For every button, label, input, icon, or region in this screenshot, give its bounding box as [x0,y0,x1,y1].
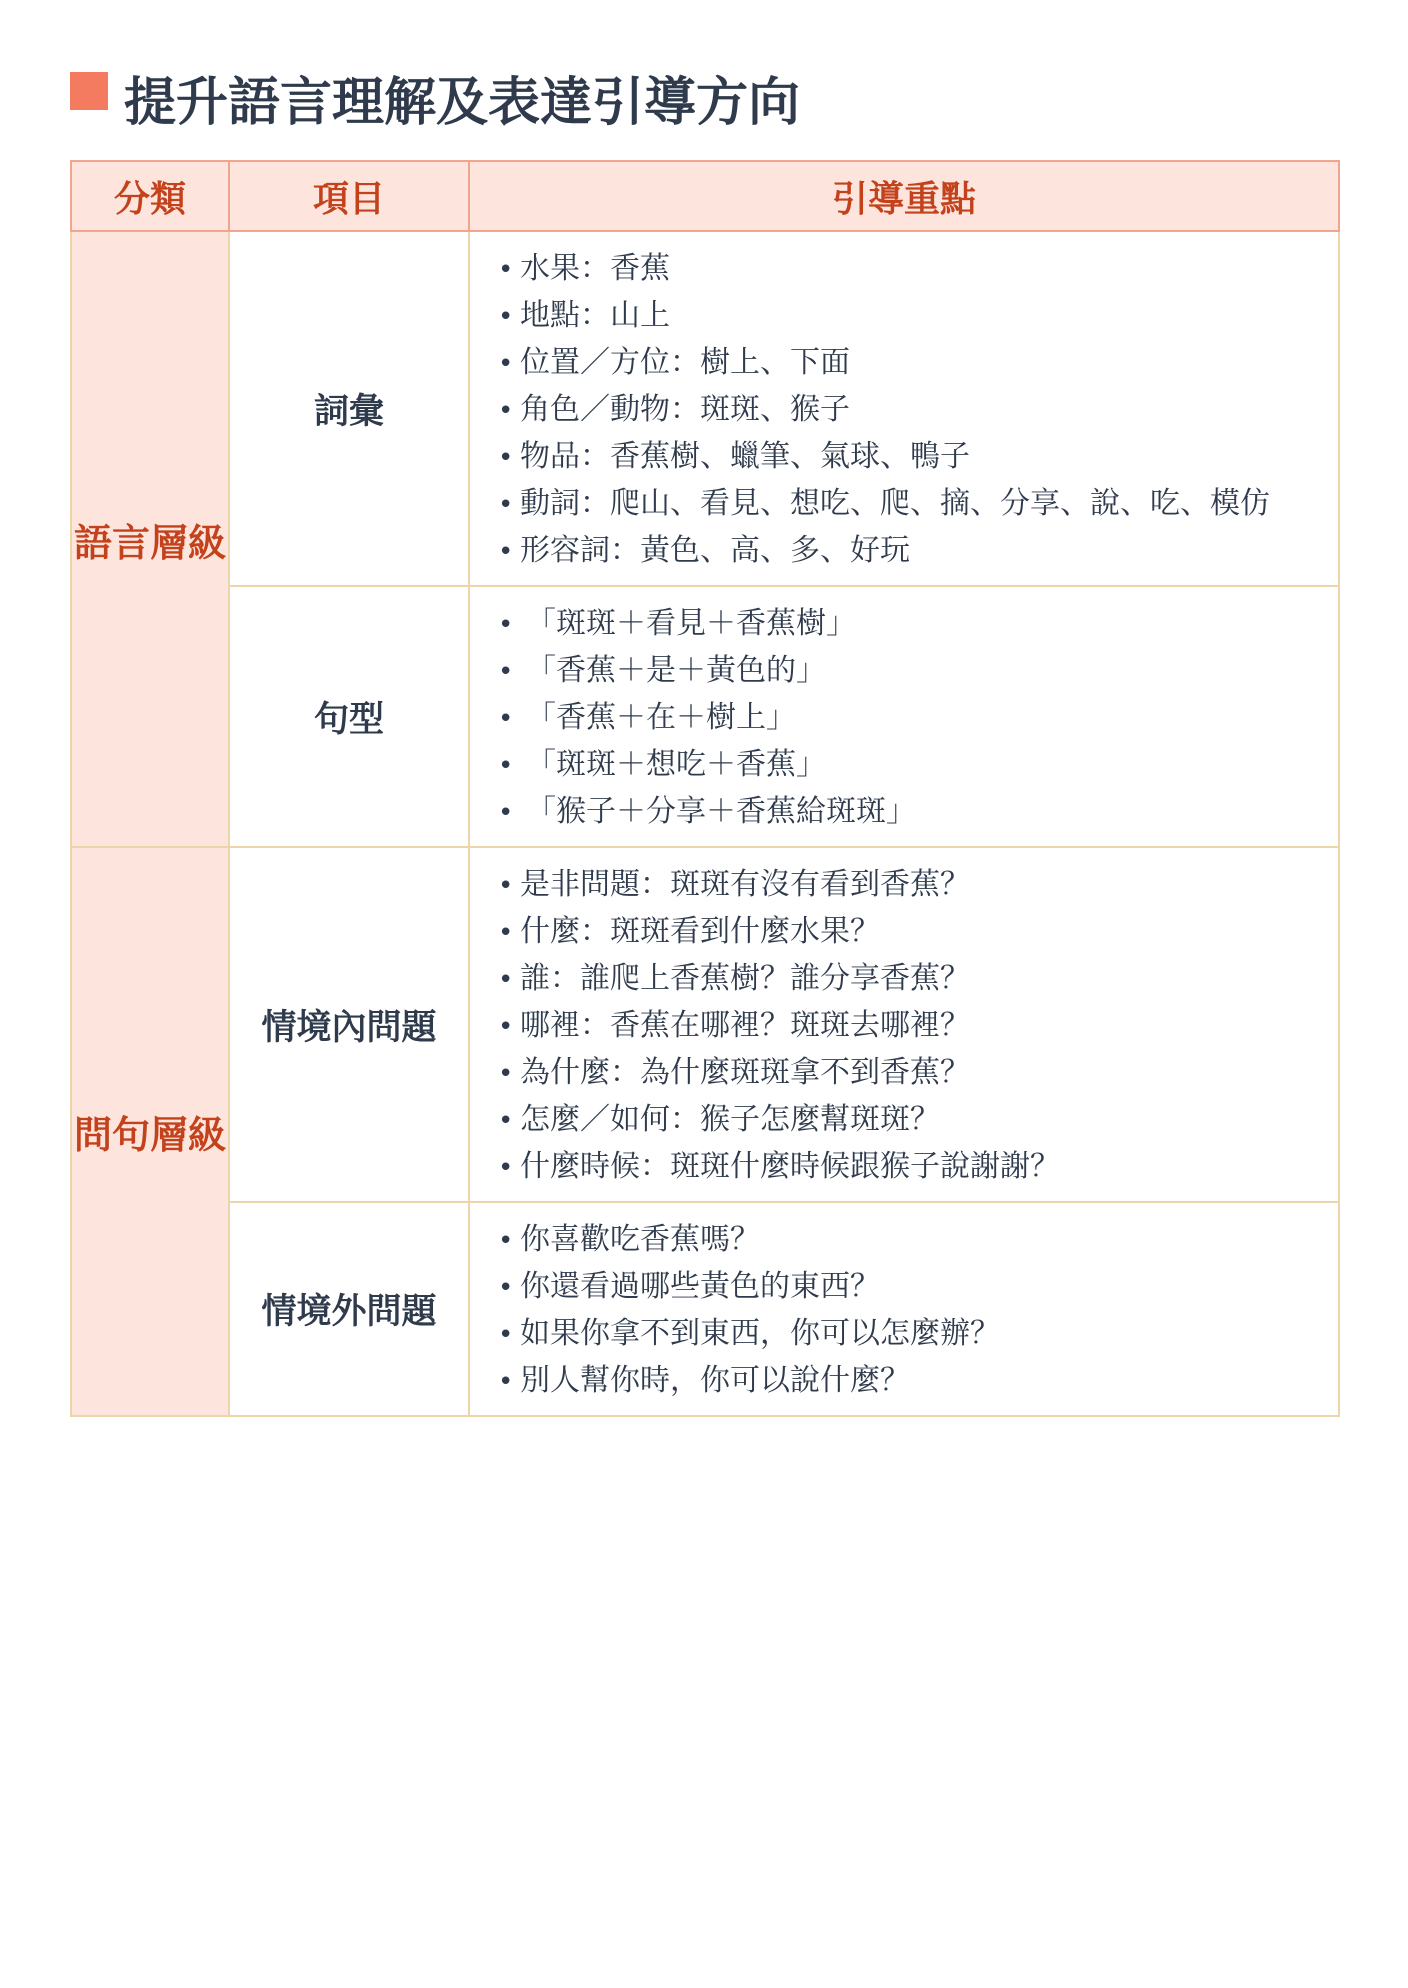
point-text: 地點：山上 [520,298,670,333]
header-points: 引導重點 [469,161,1339,231]
point-text: 「香蕉＋是＋黃色的」 [526,653,826,688]
point-text: 你還看過哪些黃色的東西？ [520,1269,880,1304]
category-language-level: 語言層級 [71,231,229,847]
item-in-context-questions: 情境內問題 [229,847,469,1202]
bullet-icon: • [498,537,514,567]
points-out-of-context-questions [469,1202,1339,1416]
list-item [498,1311,1338,1358]
bullet-icon: • [498,1106,514,1136]
list-item [498,742,1338,789]
list-item [498,528,1338,575]
points-vocabulary [469,231,1339,586]
table-row [71,847,1339,1202]
bullet-icon: • [498,1012,514,1042]
table-row [71,586,1339,847]
list-item [498,340,1338,387]
bullet-icon: • [498,751,514,781]
table-row [71,1202,1339,1416]
list-item [498,648,1338,695]
header-item: 項目 [229,161,469,231]
point-text: 「猴子＋分享＋香蕉給斑斑」 [526,794,916,829]
list-item [498,246,1338,293]
bullet-icon: • [498,1273,514,1303]
bullet-icon: • [498,490,514,520]
category-question-level: 問句層級 [71,847,229,1416]
list-item [498,956,1338,1003]
list-item [498,909,1338,956]
bullet-icon: • [498,396,514,426]
bullet-icon: • [498,610,514,640]
list-item [498,1003,1338,1050]
list-item [498,1144,1338,1191]
list-item [498,1097,1338,1144]
table-header-row [71,161,1339,231]
bullet-icon: • [498,1059,514,1089]
point-text: 「香蕉＋在＋樹上」 [526,700,796,735]
header-category: 分類 [71,161,229,231]
page-title: 提升語言理解及表達引導方向 [124,73,801,133]
list-item [498,387,1338,434]
bullet-icon: • [498,1320,514,1350]
points-sentence-pattern [469,586,1339,847]
list-item [498,1050,1338,1097]
point-text: 動詞：爬山、看見、想吃、爬、摘、分享、說、吃、模仿 [520,486,1270,521]
bullet-icon: • [498,798,514,828]
bullet-icon: • [498,302,514,332]
title-marker-square [70,72,108,110]
list-item [498,862,1338,909]
list-item [498,293,1338,340]
bullet-icon: • [498,871,514,901]
bullet-icon: • [498,255,514,285]
point-text: 什麼：斑斑看到什麼水果？ [520,914,880,949]
list-item [498,1358,1338,1405]
list-item [498,601,1338,648]
bullet-icon: • [498,657,514,687]
table-row [71,231,1339,586]
list-item [498,789,1338,836]
point-text: 什麼時候：斑斑什麼時候跟猴子說謝謝？ [520,1149,1060,1184]
list-item [498,1264,1338,1311]
point-text: 哪裡：香蕉在哪裡？斑斑去哪裡？ [520,1008,970,1043]
point-text: 為什麼：為什麼斑斑拿不到香蕉？ [520,1055,970,1090]
point-text: 「斑斑＋看見＋香蕉樹」 [526,606,856,641]
bullet-icon: • [498,1367,514,1397]
list-item [498,1217,1338,1264]
guide-table [70,160,1340,1417]
point-text: 水果：香蕉 [520,251,670,286]
point-text: 位置／方位：樹上、下面 [520,345,850,380]
points-in-context-questions [469,847,1339,1202]
point-text: 角色／動物：斑斑、猴子 [520,392,850,427]
point-text: 「斑斑＋想吃＋香蕉」 [526,747,826,782]
bullet-icon: • [498,1226,514,1256]
item-out-of-context-questions: 情境外問題 [229,1202,469,1416]
list-item [498,695,1338,742]
item-sentence-pattern: 句型 [229,586,469,847]
point-text: 別人幫你時，你可以說什麼？ [520,1363,910,1398]
point-text: 如果你拿不到東西，你可以怎麼辦？ [520,1316,1000,1351]
point-text: 誰：誰爬上香蕉樹？誰分享香蕉？ [520,961,970,996]
bullet-icon: • [498,965,514,995]
bullet-icon: • [498,704,514,734]
point-text: 你喜歡吃香蕉嗎？ [520,1222,760,1257]
point-text: 怎麼／如何：猴子怎麼幫斑斑？ [520,1102,940,1137]
item-vocabulary: 詞彙 [229,231,469,586]
point-text: 是非問題：斑斑有沒有看到香蕉？ [520,867,970,902]
bullet-icon: • [498,1153,514,1183]
bullet-icon: • [498,918,514,948]
list-item [498,481,1338,528]
bullet-icon: • [498,443,514,473]
point-text: 物品：香蕉樹、蠟筆、氣球、鴨子 [520,439,970,474]
list-item [498,434,1338,481]
point-text: 形容詞：黃色、高、多、好玩 [520,533,910,568]
bullet-icon: • [498,349,514,379]
